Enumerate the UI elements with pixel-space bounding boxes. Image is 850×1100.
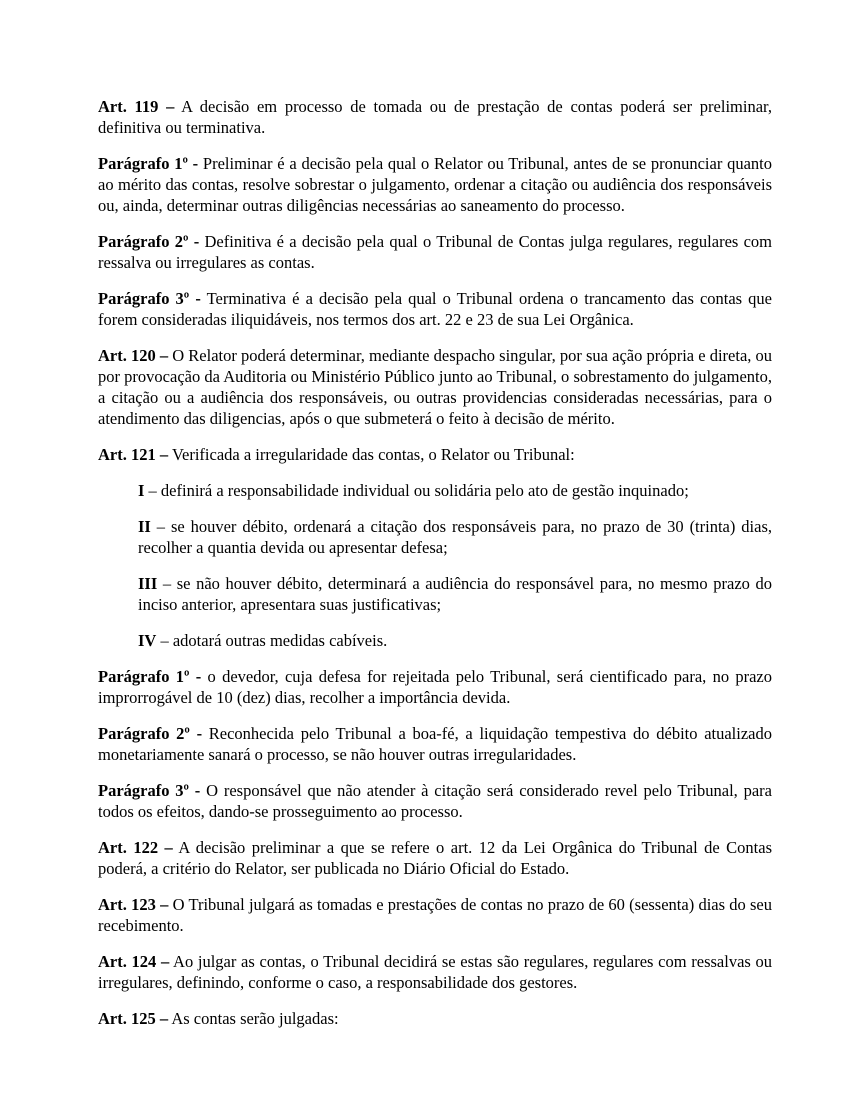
paragraph-art-121 <box>98 444 772 465</box>
paragraph-label: Art. 124 – <box>98 952 170 971</box>
paragraph-par-2-art-119 <box>98 231 772 273</box>
paragraph-art-125 <box>98 1008 772 1029</box>
paragraph-inciso-i <box>138 480 772 501</box>
paragraph-text: O responsável que não atender à citação será considerado revel pelo Tribunal, para todos os efeitos, dando-se prosseguimento ao processo. <box>98 781 772 821</box>
paragraph-par-1-art-119 <box>98 153 772 216</box>
paragraph-text: – adotará outras medidas cabíveis. <box>160 631 388 650</box>
paragraph-label: Parágrafo 3º - <box>98 781 201 800</box>
paragraph-label: II <box>138 517 151 536</box>
paragraph-label: Art. 121 – <box>98 445 169 464</box>
paragraph-art-122 <box>98 837 772 879</box>
paragraph-inciso-iii <box>138 573 772 615</box>
paragraph-par-3-art-119 <box>98 288 772 330</box>
paragraph-text: As contas serão julgadas: <box>171 1009 339 1028</box>
paragraph-text: Ao julgar as contas, o Tribunal decidirá se estas são regulares, regulares com ressalvas ou irregulares, definindo, conforme o caso, a responsabilidade dos gestores. <box>98 952 773 992</box>
paragraph-text: – se houver débito, ordenará a citação dos responsáveis para, no prazo de 30 (trinta) dias, recolher a quantia devida ou apresentar defesa; <box>138 517 772 557</box>
paragraph-label: IV <box>138 631 157 650</box>
paragraph-label: Art. 123 – <box>98 895 169 914</box>
paragraph-label: Parágrafo 2º - <box>98 232 200 251</box>
paragraph-par-2-art-121 <box>98 723 772 765</box>
paragraph-label: Art. 122 – <box>98 838 173 857</box>
paragraph-par-1-art-121 <box>98 666 772 708</box>
paragraph-text: O Tribunal julgará as tomadas e prestações de contas no prazo de 60 (sessenta) dias do seu recebimento. <box>98 895 773 935</box>
paragraph-label: Art. 120 – <box>98 346 169 365</box>
paragraph-inciso-iv <box>138 630 772 651</box>
paragraph-text: – definirá a responsabilidade individual ou solidária pelo ato de gestão inquinado; <box>148 481 689 500</box>
paragraph-label: III <box>138 574 158 593</box>
paragraph-art-119 <box>98 96 772 138</box>
paragraph-label: Parágrafo 2º - <box>98 724 203 743</box>
paragraph-text: Preliminar é a decisão pela qual o Relator ou Tribunal, antes de se pronunciar quanto ao mérito das contas, resolve sobrestar o julgamento, ordenar a citação ou audiência dos responsáveis ou, ainda, determinar outras diligências necessárias ao saneamento do processo. <box>98 154 772 215</box>
paragraph-art-120 <box>98 345 772 429</box>
paragraph-label: Art. 119 – <box>98 97 175 116</box>
paragraph-label: Parágrafo 1º - <box>98 667 202 686</box>
paragraph-text: Verificada a irregularidade das contas, o Relator ou Tribunal: <box>171 445 575 464</box>
paragraph-text: A decisão preliminar a que se refere o art. 12 da Lei Orgânica do Tribunal de Contas poderá, a critério do Relator, ser publicada no Diário Oficial do Estado. <box>98 838 773 878</box>
paragraph-text: O Relator poderá determinar, mediante despacho singular, por sua ação própria e direta, ou por provocação da Auditoria ou Ministério Público junto ao Tribunal, o sobrestamento do julgamento, a citação ou a audiência dos responsáveis, ou outras providencias consideradas necessárias, para o atendimento das diligencias, após o que submeterá o feito à decisão de mérito. <box>98 346 773 428</box>
paragraph-label: Art. 125 – <box>98 1009 169 1028</box>
paragraph-text: Terminativa é a decisão pela qual o Tribunal ordena o trancamento das contas que forem consideradas iliquidáveis, nos termos dos art. 22 e 23 de sua Lei Orgânica. <box>98 289 772 329</box>
paragraph-text: A decisão em processo de tomada ou de prestação de contas poderá ser preliminar, definitiva ou terminativa. <box>98 97 772 137</box>
paragraph-inciso-ii <box>138 516 772 558</box>
paragraph-text: Reconhecida pelo Tribunal a boa-fé, a liquidação tempestiva do débito atualizado monetariamente sanará o processo, se não houver outras irregularidades. <box>98 724 773 764</box>
paragraph-text: o devedor, cuja defesa for rejeitada pelo Tribunal, será cientificado para, no prazo improrrogável de 10 (dez) dias, recolher a importância devida. <box>98 667 773 707</box>
paragraph-label: I <box>138 481 145 500</box>
paragraph-par-3-art-121 <box>98 780 772 822</box>
paragraph-art-124 <box>98 951 772 993</box>
paragraph-text: Definitiva é a decisão pela qual o Tribunal de Contas julga regulares, regulares com ressalva ou irregulares as contas. <box>98 232 772 272</box>
paragraph-text: – se não houver débito, determinará a audiência do responsável para, no mesmo prazo do inciso anterior, apresentara suas justificativas; <box>138 574 773 614</box>
paragraph-label: Parágrafo 3º - <box>98 289 201 308</box>
paragraph-label: Parágrafo 1º - <box>98 154 199 173</box>
paragraph-art-123 <box>98 894 772 936</box>
